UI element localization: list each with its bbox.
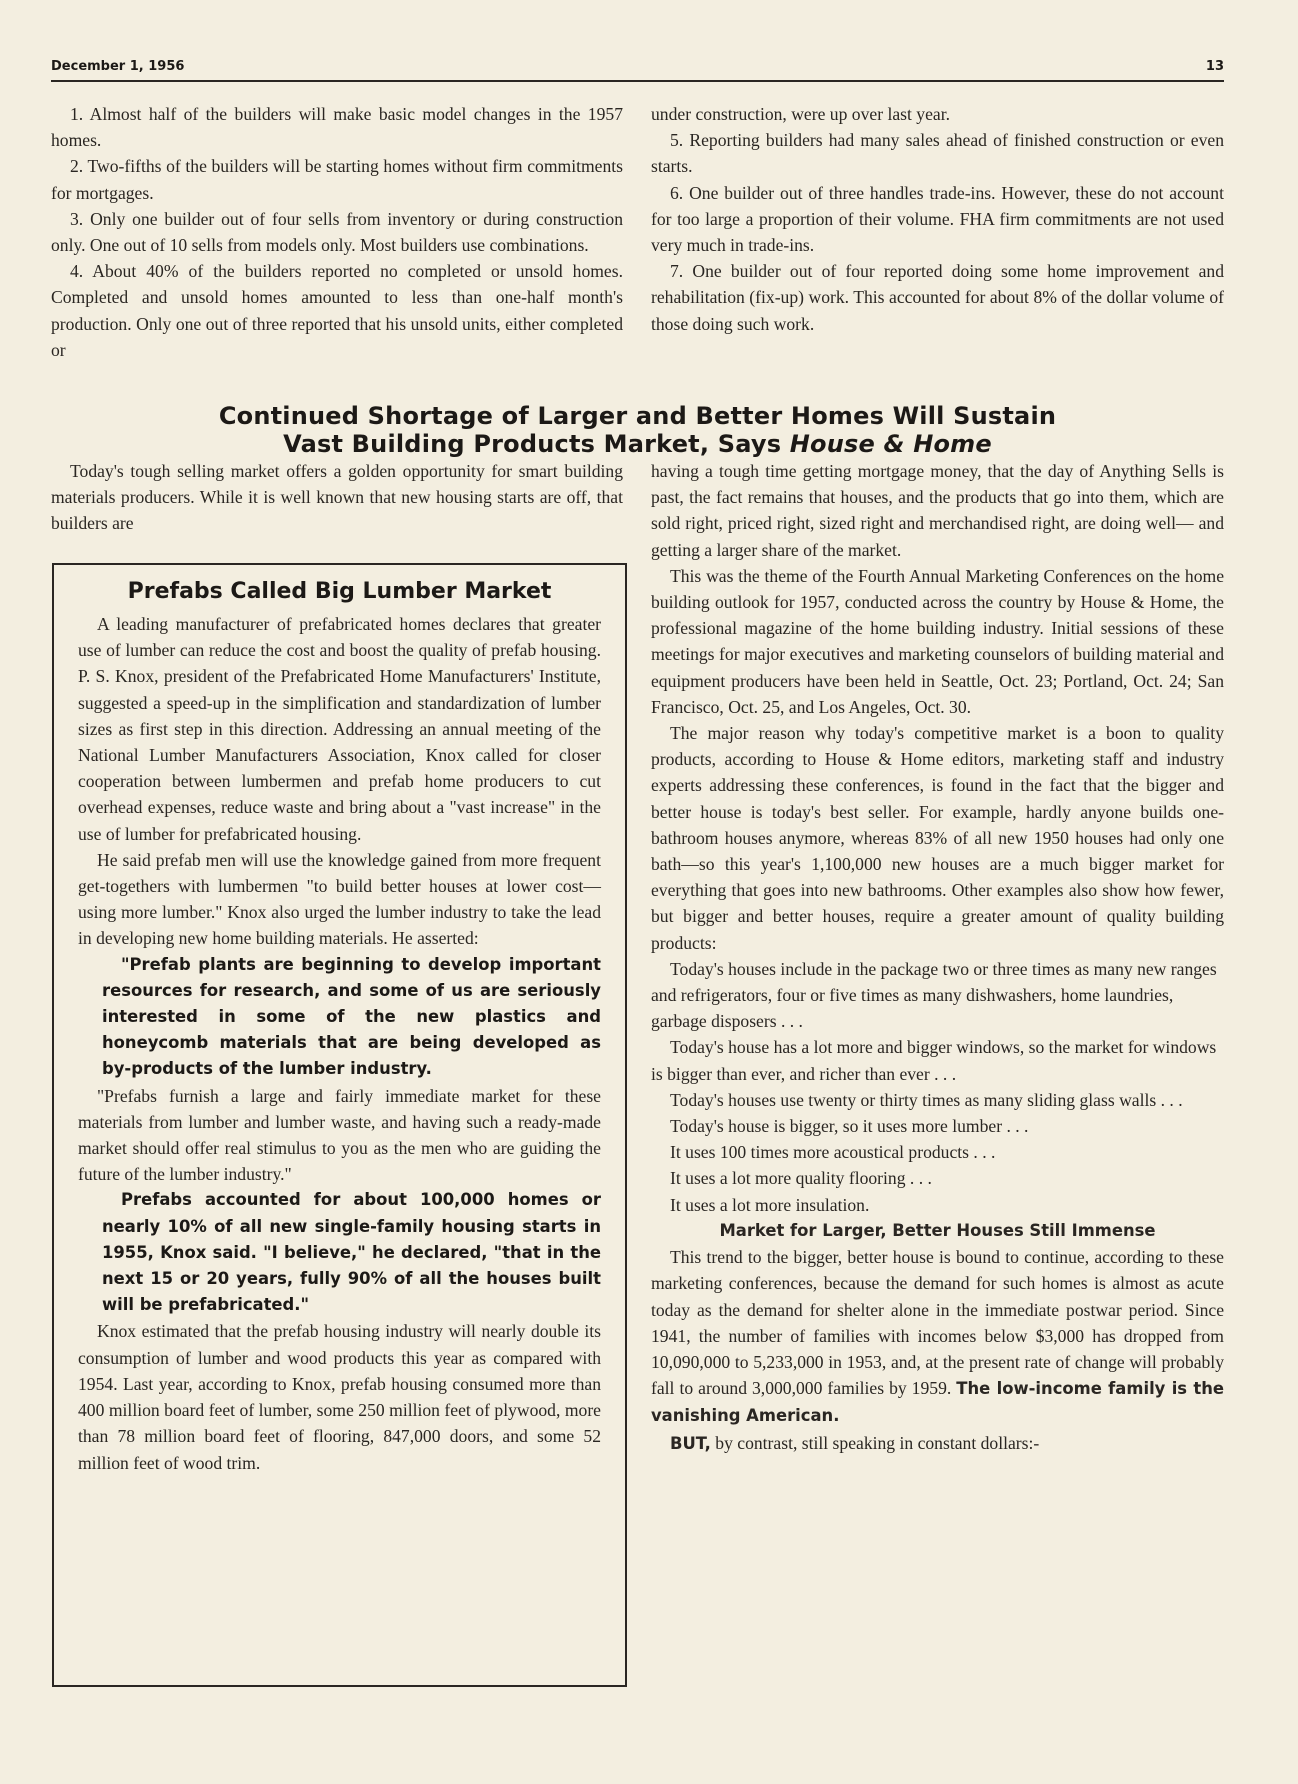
sidebar-title: Prefabs Called Big Lumber Market xyxy=(127,579,552,604)
issue-date: December 1, 1956 xyxy=(51,59,185,74)
trend-text: This trend to the bigger, better house is bound to continue, according to these marketing conferences, because the demand for such homes is almost as acute today as the demand for shelter alone in the immediate postwar period. Since 1941, the number of families with incomes below $3,000 has dropped from 10,090,000 to 5,233,000 in 1953, and, at the present rate of change will probably fall to around 3,000,000 families by 1959. xyxy=(651,1247,1224,1399)
sidebar-quote-2: Prefabs accounted for about 100,000 homes or nearly 10% of all new single-family housing starts in 1955, Knox said. "I believe," he declared, "that in the next 15 or 20 years, fully 90% of all the houses built will be prefabricated." xyxy=(102,1190,601,1315)
sidebar-content xyxy=(78,577,601,1476)
product-list xyxy=(651,956,1224,1218)
trend-bold-text: The low-income family is the vanishing American. xyxy=(651,1379,1224,1426)
finding-4-cont: under construction, were up over last year. xyxy=(651,104,950,124)
finding-3: 3. Only one builder out of four sells from inventory or during construction only. One out of 10 sells from models only. Most builders use combinations. xyxy=(51,208,623,256)
article-headline xyxy=(51,402,1224,458)
article-intro xyxy=(51,458,623,537)
sidebar-para-2: He said prefab men will use the knowledge gained from more frequent get-togethers with lumbermen "to build better houses at lower cost—using more lumber." Knox also urged the lumber industry to take the lead in developing new home building materials. He asserted: xyxy=(78,849,601,949)
headline-line-2-text: Vast Building Products Market, Says xyxy=(283,430,790,458)
finding-1: 1. Almost half of the builders will make basic model changes in the 1957 homes. xyxy=(51,104,623,151)
sidebar-quote-1-cont: "Prefabs furnish a large and fairly immediate market for these materials from lumber and lumber waste, and having such a ready-made market should offer real stimulus to you as the men who are guiding the future of the lumber industry." xyxy=(78,1085,601,1185)
finding-7: 7. One builder out of four reported doing some home improvement and rehabilitation (fix-up) work. This accounted for about 8% of the dollar volume of those doing such work. xyxy=(651,261,1224,334)
article-right-column xyxy=(651,458,1224,1457)
list-item: Today's houses use twenty or thirty times as many sliding glass walls . . . xyxy=(670,1089,1183,1110)
list-item: Today's house is bigger, so it uses more lumber . . . xyxy=(670,1116,1029,1137)
but-paragraph xyxy=(651,1430,1224,1457)
survey-findings-right xyxy=(651,101,1224,337)
finding-4: 4. About 40% of the builders reported no completed or unsold homes. Completed and unsold homes amounted to less than one-half month's production. Only one out of three reported that his unsold units, either completed or xyxy=(51,261,623,360)
list-item: It uses a lot more insulation. xyxy=(670,1194,870,1215)
sidebar-para-3: Knox estimated that the prefab housing industry will nearly double its consumption of lumber and wood products this year as compared with 1954. Last year, according to Knox, prefab housing consumed more than 400 million board feet of lumber, some 250 million feet of plywood, more than 78 million board feet of flooring, 847,000 doors, and some 52 million feet of wood trim. xyxy=(78,1321,601,1473)
finding-5: 5. Reporting builders had many sales ahead of finished construction or even starts. xyxy=(651,130,1224,177)
header-rule xyxy=(51,80,1224,82)
sidebar-para-1: A leading manufacturer of prefabricated homes declares that greater use of lumber can reduce the cost and boost the quality of prefab housing. P. S. Knox, president of the Prefabricated Home Manufacturers' Institute, suggested a speed-up in the simplification and standardization of lumber sizes as first step in this direction. Addressing an annual meeting of the National Lumber Manufacturers Association, Knox called for closer cooperation between lumbermen and prefab home producers to cut overhead expenses, reduce waste and bring about a "vast increase" in the use of lumber for prefabricated housing. xyxy=(78,614,601,844)
finding-2: 2. Two-fifths of the builders will be starting homes without firm commitments for mortgages. xyxy=(51,156,623,203)
but-bold-text: BUT, xyxy=(670,1433,711,1453)
article-subhead: Market for Larger, Better Houses Still Immense xyxy=(719,1220,1156,1240)
page-number: 13 xyxy=(1205,59,1224,74)
finding-6: 6. One builder out of three handles trade-ins. However, these do not account for too large a proportion of their volume. FHA firm commitments are not used very much in trade-ins. xyxy=(651,182,1224,256)
list-item: Today's houses include in the package two or three times as many new ranges and refrigerators, four or five times as many dishwashers, home laundries, garbage disposers . . . xyxy=(651,958,1217,1032)
article-para-2: This was the theme of the Fourth Annual Marketing Conferences on the home building outlook for 1957, conducted across the country by House & Home, the professional magazine of the home building industry. Initial sessions of these meetings for major executives and marketing counselors of building material and equipment producers have been held in Seattle, Oct. 23; Portland, Oct. 24; San Francisco, Oct. 25, and Los Angeles, Oct. 30. xyxy=(651,565,1224,717)
list-item: It uses a lot more quality flooring . . . xyxy=(670,1168,932,1189)
headline-line-2 xyxy=(51,430,1224,458)
but-rest-text: by contrast, still speaking in constant dollars:- xyxy=(710,1432,1040,1453)
intro-paragraph: Today's tough selling market offers a golden opportunity for smart building materials producers. While it is well known that new housing starts are off, that builders are xyxy=(51,461,623,534)
sidebar-box xyxy=(52,563,627,1687)
trend-paragraph xyxy=(651,1244,1224,1429)
survey-findings-left xyxy=(51,101,623,363)
sidebar-quote-1: "Prefab plants are beginning to develop important resources for research, and some of us are seriously interested in some of the new plastics and honeycomb materials that are being developed as by-products of the lumber industry. xyxy=(102,954,601,1079)
list-item: It uses 100 times more acoustical products . . . xyxy=(670,1142,996,1163)
article-para-3: The major reason why today's competitive market is a boon to quality products, according to House & Home editors, marketing staff and industry experts addressing these conferences, is found in the fact that the bigger and better house is today's best seller. For example, hardly anyone builds one-bathroom houses anymore, whereas 83% of all new 1950 houses had only one bath—so this year's 1,100,000 new houses are a much bigger market for everything that goes into new bathrooms. Other examples also show how fewer, but bigger and better houses, require a greater amount of quality building products: xyxy=(651,723,1224,953)
headline-magazine-name: House & Home xyxy=(789,430,992,458)
list-item: Today's house has a lot more and bigger windows, so the market for windows is bigger than ever, and richer than ever . . . xyxy=(651,1037,1217,1084)
article-para-1: having a tough time getting mortgage money, that the day of Anything Sells is past, the fact remains that houses, and the products that go into them, which are sold right, priced right, sized right and merchandised right, are doing well— and getting a larger share of the market. xyxy=(651,461,1224,560)
headline-line-1: Continued Shortage of Larger and Better Homes Will Sustain xyxy=(218,402,1057,430)
